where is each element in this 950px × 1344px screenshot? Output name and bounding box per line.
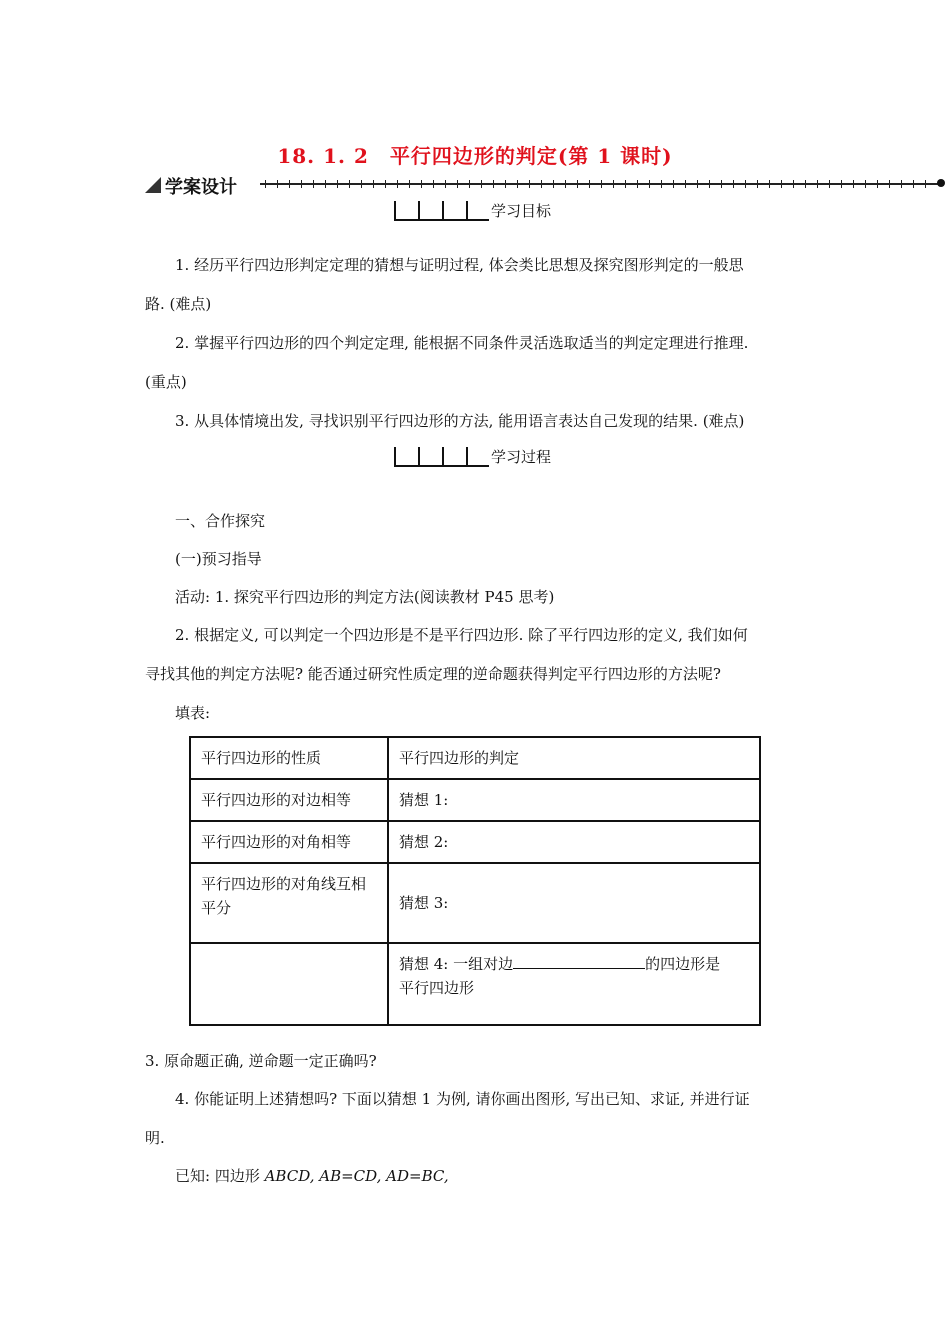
heading-boxes-icon xyxy=(394,201,489,221)
goal-1-line1: 1. 经历平行四边形判定定理的猜想与证明过程, 体会类比思想及探究图形判定的一般思 xyxy=(175,256,744,274)
banner-tick xyxy=(337,180,338,188)
banner-tick xyxy=(313,180,314,188)
banner-tick xyxy=(445,180,446,188)
banner-tick xyxy=(781,180,782,188)
banner-tick xyxy=(901,180,902,188)
fill-table-label: 填表: xyxy=(175,704,211,722)
banner-tick xyxy=(289,180,290,188)
goal-2-line2: (重点) xyxy=(145,373,187,391)
banner-tick xyxy=(397,180,398,188)
table-header-cell: 平行四边形的判定 xyxy=(388,737,760,779)
banner-tick xyxy=(805,180,806,188)
goal-1-line2: 路. (难点) xyxy=(145,295,212,313)
banner-tick xyxy=(697,180,698,188)
banner-tick xyxy=(817,180,818,188)
banner-tick xyxy=(865,180,866,188)
item-4-line1: 4. 你能证明上述猜想吗? 下面以猜想 1 为例, 请你画出图形, 写出已知、求证, 并进行证 xyxy=(175,1090,750,1108)
page-title: 18. 1. 2 平行四边形的判定(第 1 课时) xyxy=(277,144,673,168)
table-row xyxy=(190,737,760,779)
table-cell: 平行四边形的对边相等 xyxy=(190,779,388,821)
banner-tick xyxy=(361,180,362,188)
banner-tick xyxy=(301,180,302,188)
banner-tick xyxy=(373,180,374,188)
banner-tick xyxy=(673,180,674,188)
banner-tick xyxy=(469,180,470,188)
banner-tick xyxy=(577,180,578,188)
banner-tick xyxy=(685,180,686,188)
fill-blank[interactable] xyxy=(513,954,645,969)
judgement-table xyxy=(189,736,761,1026)
table-cell: 猜想 3: xyxy=(388,863,760,943)
banner-tick xyxy=(745,180,746,188)
banner-tick xyxy=(565,180,566,188)
banner-dot-icon xyxy=(937,179,945,187)
table-cell: 猜想 1: xyxy=(388,779,760,821)
banner-tick xyxy=(481,180,482,188)
banner-tick xyxy=(709,180,710,188)
banner-label: 学案设计 xyxy=(165,177,237,198)
banner-tick xyxy=(601,180,602,188)
banner-tick xyxy=(829,180,830,188)
banner-tick xyxy=(769,180,770,188)
activity-1: 活动: 1. 探究平行四边形的判定方法(阅读教材 P45 思考) xyxy=(175,588,555,606)
banner-tick xyxy=(841,180,842,188)
banner-rule xyxy=(260,183,940,185)
item-3: 3. 原命题正确, 逆命题一定正确吗? xyxy=(145,1052,377,1070)
banner-triangle-icon xyxy=(145,177,161,193)
banner-tick xyxy=(277,180,278,188)
item-4-line2: 明. xyxy=(145,1129,165,1147)
table-header-cell: 平行四边形的性质 xyxy=(190,737,388,779)
banner-tick xyxy=(913,180,914,188)
table-cell: 平行四边形的对角相等 xyxy=(190,821,388,863)
banner-tick xyxy=(325,180,326,188)
banner-tick xyxy=(793,180,794,188)
banner-tick xyxy=(457,180,458,188)
banner-tick xyxy=(889,180,890,188)
banner-tick xyxy=(529,180,530,188)
banner-tick xyxy=(637,180,638,188)
table-cell: 猜想 2: xyxy=(388,821,760,863)
banner-tick xyxy=(613,180,614,188)
banner-tick xyxy=(661,180,662,188)
table-cell-empty xyxy=(190,943,388,1025)
item-2-line2: 寻找其他的判定方法呢? 能否通过研究性质定理的逆命题获得判定平行四边形的方法呢? xyxy=(145,665,721,683)
table-row xyxy=(190,821,760,863)
banner-tick xyxy=(733,180,734,188)
banner-tick xyxy=(625,180,626,188)
table-cell: 平行四边形的对角线互相平分 xyxy=(190,863,388,943)
banner-tick xyxy=(541,180,542,188)
goal-3: 3. 从具体情境出发, 寻找识别平行四边形的方法, 能用语言表达自己发现的结果. (难点) xyxy=(175,412,745,430)
banner-tick xyxy=(553,180,554,188)
table-row xyxy=(190,943,760,1025)
table-row xyxy=(190,779,760,821)
goal-2-line1: 2. 掌握平行四边形的四个判定定理, 能根据不同条件灵活选取适当的判定定理进行推理. xyxy=(175,334,749,352)
table-cell: 猜想 4: 一组对边 的四边形是 平行四边形 xyxy=(388,943,760,1025)
section-banner xyxy=(145,173,945,197)
banner-tick xyxy=(349,180,350,188)
section-goals-heading: 学习目标 xyxy=(392,200,551,221)
banner-tick xyxy=(721,180,722,188)
banner-tick xyxy=(409,180,410,188)
heading-cooperative: 一、合作探究 xyxy=(175,512,266,530)
banner-tick xyxy=(925,180,926,188)
heading-preview: (一)预习指导 xyxy=(175,550,262,568)
banner-tick xyxy=(649,180,650,188)
banner-tick xyxy=(517,180,518,188)
banner-tick xyxy=(853,180,854,188)
banner-tick xyxy=(385,180,386,188)
banner-tick xyxy=(877,180,878,188)
banner-tick xyxy=(757,180,758,188)
table-row xyxy=(190,863,760,943)
heading-boxes-icon xyxy=(394,447,489,467)
section-process-heading: 学习过程 xyxy=(392,446,551,467)
item-2-line1: 2. 根据定义, 可以判定一个四边形是不是平行四边形. 除了平行四边形的定义, 我们如何 xyxy=(175,626,748,644)
banner-tick xyxy=(589,180,590,188)
banner-tick xyxy=(265,180,266,188)
banner-tick xyxy=(505,180,506,188)
banner-tick xyxy=(493,180,494,188)
banner-tick xyxy=(433,180,434,188)
banner-tick xyxy=(421,180,422,188)
given-statement: 已知: 四边形 ABCD, AB=CD, AD=BC, xyxy=(175,1167,449,1185)
